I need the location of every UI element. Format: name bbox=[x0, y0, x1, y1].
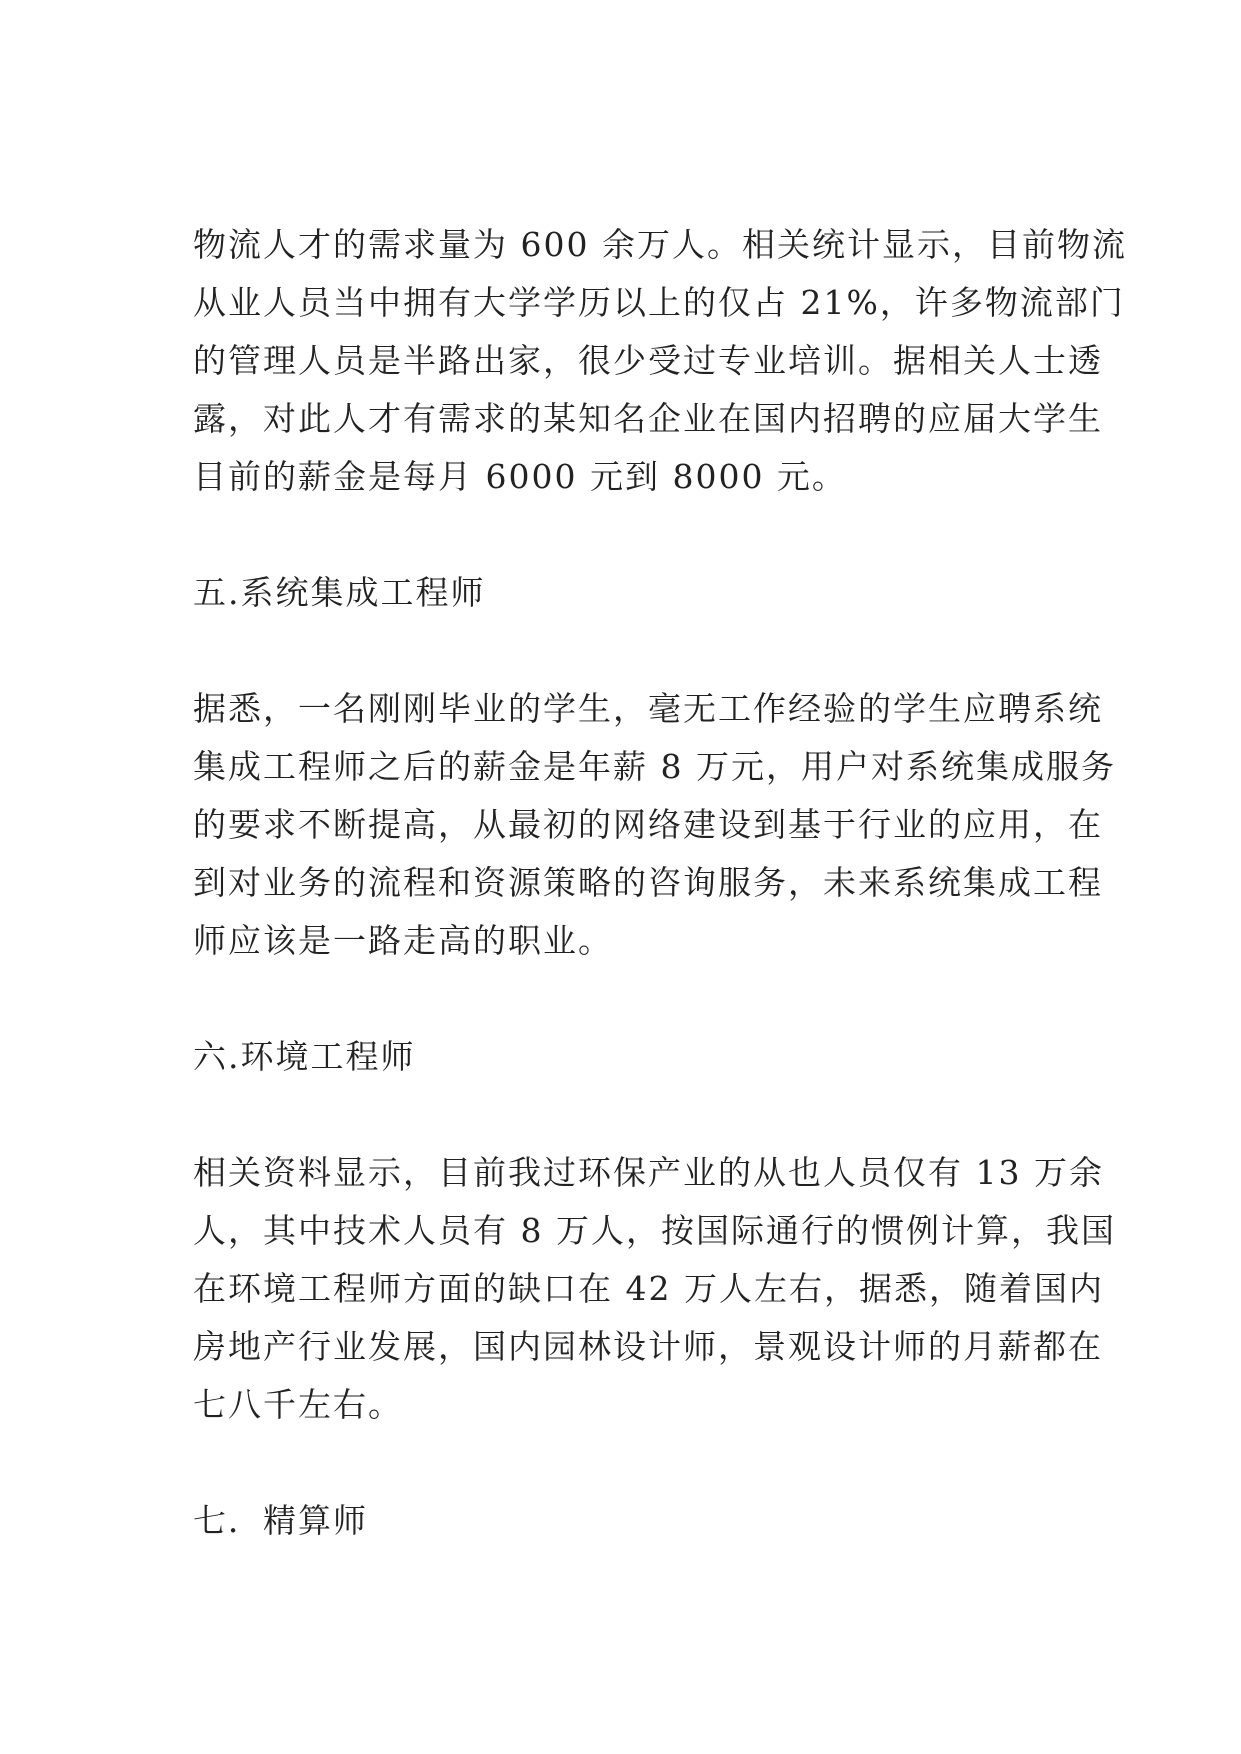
paragraph-system-integration bbox=[193, 680, 1116, 970]
text-line: 在环境工程师方面的缺口在 42 万人左右，据悉，随着国内 bbox=[193, 1269, 1104, 1308]
section-heading-system-integration: 五.系统集成工程师 bbox=[193, 573, 486, 612]
text-line: 物流人才的需求量为 600 余万人。相关统计显示，目前物流 bbox=[193, 225, 1127, 264]
paragraph-spacer bbox=[193, 1434, 1053, 1492]
heading-spacer bbox=[193, 622, 1053, 680]
section-heading-actuary: 七．精算师 bbox=[193, 1501, 368, 1540]
text-line: 房地产行业发展，国内园林设计师，景观设计师的月薪都在 bbox=[193, 1327, 1103, 1366]
text-line: 从业人员当中拥有大学学历以上的仅占 21%，许多物流部门 bbox=[193, 283, 1125, 322]
text-line: 露，对此人才有需求的某知名企业在国内招聘的应届大学生 bbox=[193, 399, 1103, 438]
text-line: 据悉，一名刚刚毕业的学生，毫无工作经验的学生应聘系统 bbox=[193, 689, 1103, 728]
text-line: 目前的薪金是每月 6000 元到 8000 元。 bbox=[193, 457, 847, 496]
text-line: 到对业务的流程和资源策略的咨询服务，未来系统集成工程 bbox=[193, 863, 1103, 902]
text-line: 集成工程师之后的薪金是年薪 8 万元，用户对系统集成服务 bbox=[193, 747, 1116, 786]
text-line: 人，其中技术人员有 8 万人，按国际通行的惯例计算，我国 bbox=[193, 1211, 1116, 1250]
text-line: 相关资料显示，目前我过环保产业的从也人员仅有 13 万余 bbox=[193, 1153, 1104, 1192]
document-body bbox=[193, 216, 1127, 1550]
paragraph-spacer bbox=[193, 506, 1053, 564]
text-line: 七八千左右。 bbox=[193, 1385, 403, 1424]
section-heading-environmental: 六.环境工程师 bbox=[193, 1037, 416, 1076]
text-line: 师应该是一路走高的职业。 bbox=[193, 921, 613, 960]
paragraph-logistics bbox=[193, 216, 1127, 506]
paragraph-environmental bbox=[193, 1144, 1116, 1434]
text-line: 的要求不断提高，从最初的网络建设到基于行业的应用，在 bbox=[193, 805, 1103, 844]
heading-spacer bbox=[193, 1086, 1053, 1144]
text-line: 的管理人员是半路出家，很少受过专业培训。据相关人士透 bbox=[193, 341, 1103, 380]
paragraph-spacer bbox=[193, 970, 1053, 1028]
